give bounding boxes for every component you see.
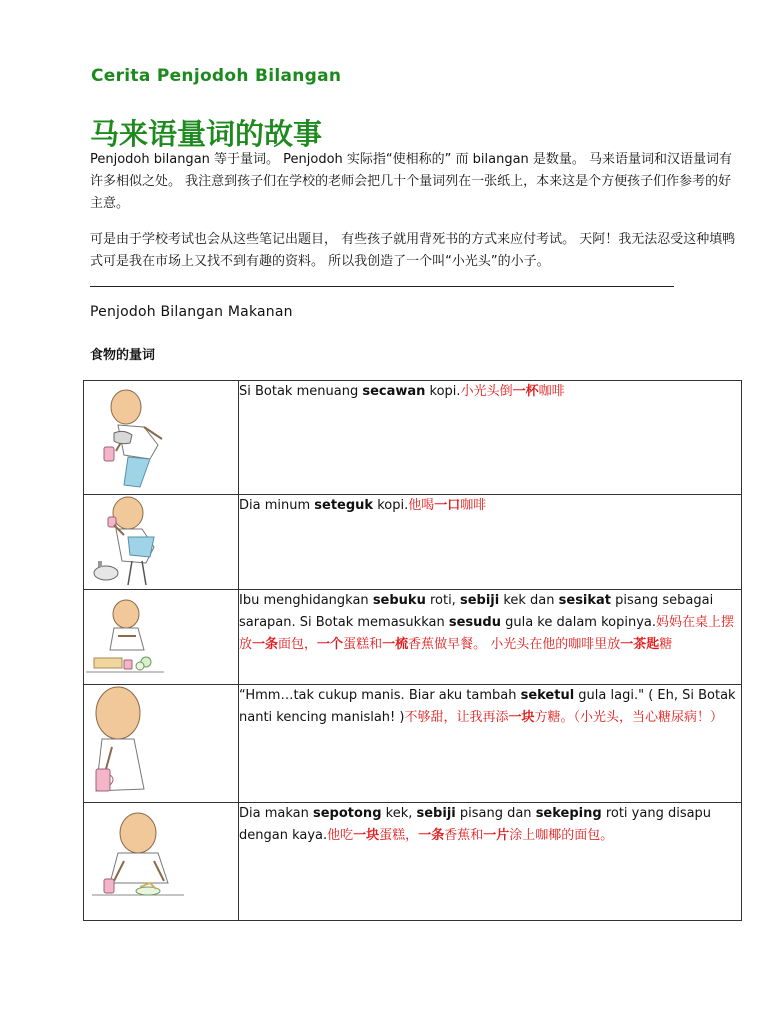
boy-drinking-coffee-illustration [84, 495, 238, 589]
sentence-text: kek, [381, 806, 417, 821]
chinese-translation: 面包， [278, 637, 318, 652]
chinese-classifier: 一条 [418, 828, 445, 843]
sentence-text: kek dan [499, 593, 559, 608]
illustration-cell [84, 495, 239, 590]
chinese-classifier: 一杯 [512, 384, 539, 399]
vocabulary-table [83, 380, 742, 921]
section-title: Penjodoh Bilangan Makanan [90, 304, 293, 320]
page-heading: Cerita Penjodoh Bilangan [91, 66, 342, 86]
intro-paragraph-2: 可是由于学校考试也会从这些笔记出题目， 有些孩子就用背死书的方式来应付考试。 天阿！我无法忍受这种填鸭式可是我在市场上又找不到有趣的资料。 所以我创造了一个叫“小光头”的小子。 [90, 232, 736, 269]
chinese-translation: 小光头倒 [460, 384, 513, 399]
table-row [84, 495, 742, 590]
sentence-text: Dia makan [239, 806, 313, 821]
chinese-classifier: 一块 [508, 710, 535, 725]
classifier-word: sesikat [558, 593, 612, 608]
sentence-text: kopi. [425, 384, 461, 399]
chinese-classifier: 一块 [353, 828, 380, 843]
chinese-translation: 蛋糕， [379, 828, 419, 843]
chinese-title: 马来语量词的故事 [90, 117, 323, 151]
illustration-cell [84, 590, 239, 685]
sentence-text: Ibu menghidangkan [239, 593, 373, 608]
classifier-word: seketul [520, 688, 575, 703]
classifier-word: sesudu [448, 615, 501, 630]
sentence-text: Si Botak menuang [239, 384, 363, 399]
chinese-translation: 他吃 [327, 828, 354, 843]
sentence-text: gula lagi." ( Eh, Si Botak nanti kencing manislah! ) [239, 688, 736, 725]
chinese-translation: 咖啡 [538, 384, 565, 399]
sentence-text: pisang dan [455, 806, 536, 821]
sentence-cell [239, 495, 742, 590]
sentence-text: gula ke dalam kopinya. [500, 615, 656, 630]
classifier-word: sepotong [313, 806, 382, 821]
chinese-translation: 糖 [659, 637, 673, 652]
intro-paragraph-1: Penjodoh bilangan 等于量词。 Penjodoh 实际指“使相称的” 而 bilangan 是数量。 马来语量词和汉语量词有许多相似之处。 我注意到孩子们在学校的老师会把几十个量词列在一张纸上，本来这是个方便孩子们作参考的好主意。 [90, 152, 733, 211]
chinese-classifier: 一梳 [382, 637, 409, 652]
sentence-cell [239, 685, 742, 803]
table-row [84, 381, 742, 495]
sentence-cell [239, 803, 742, 921]
sentence-text: “Hmm…tak cukup manis. Biar aku tambah [239, 688, 521, 703]
sentence-text: Dia minum [239, 498, 315, 513]
chinese-translation: 方糖。（小光头，当心糖尿病！） [534, 710, 724, 725]
chinese-translation: 不够甜，让我再添 [404, 710, 509, 725]
classifier-word: sebiji [459, 593, 500, 608]
chinese-translation: 咖啡 [460, 498, 487, 513]
classifier-word: sebuku [372, 593, 426, 608]
boy-holding-cup-illustration [84, 685, 238, 802]
section-subtitle: 食物的量词 [90, 348, 156, 363]
chinese-translation: 香蕉和 [444, 828, 484, 843]
sentence-text: roti yang disapu dengan kaya. [239, 806, 712, 843]
chinese-translation: 他喝 [408, 498, 435, 513]
horizontal-rule [90, 286, 674, 287]
chinese-translation: 香蕉做早餐。 小光头在他的咖啡里放 [408, 637, 621, 652]
illustration-cell [84, 803, 239, 921]
classifier-word: seteguk [314, 498, 374, 513]
chinese-translation: 涂上咖椰的面包。 [509, 828, 614, 843]
boy-at-breakfast-table-illustration [84, 590, 238, 684]
table-row [84, 803, 742, 921]
classifier-word: sebiji [416, 806, 456, 821]
sentence-cell [239, 590, 742, 685]
sentence-cell [239, 381, 742, 495]
chinese-translation: 妈妈在桌上摆放 [239, 615, 735, 652]
chinese-classifier: 一片 [483, 828, 510, 843]
illustration-cell [84, 381, 239, 495]
table-row [84, 590, 742, 685]
chinese-classifier: 一口 [434, 498, 461, 513]
chinese-classifier: 一个 [317, 637, 344, 652]
chinese-classifier: 一条 [252, 637, 279, 652]
sentence-text: pisang sebagai sarapan. Si Botak memasukkan [239, 593, 714, 630]
table-row [84, 685, 742, 803]
boy-pouring-coffee-illustration [84, 381, 238, 494]
boy-eating-at-table-illustration [84, 803, 238, 920]
sentence-text: kopi. [373, 498, 409, 513]
classifier-word: sekeping [535, 806, 602, 821]
sentence-text: roti, [425, 593, 460, 608]
chinese-translation: 蛋糕和 [343, 637, 383, 652]
classifier-word: secawan [362, 384, 426, 399]
chinese-classifier: 一茶匙 [620, 637, 660, 652]
illustration-cell [84, 685, 239, 803]
